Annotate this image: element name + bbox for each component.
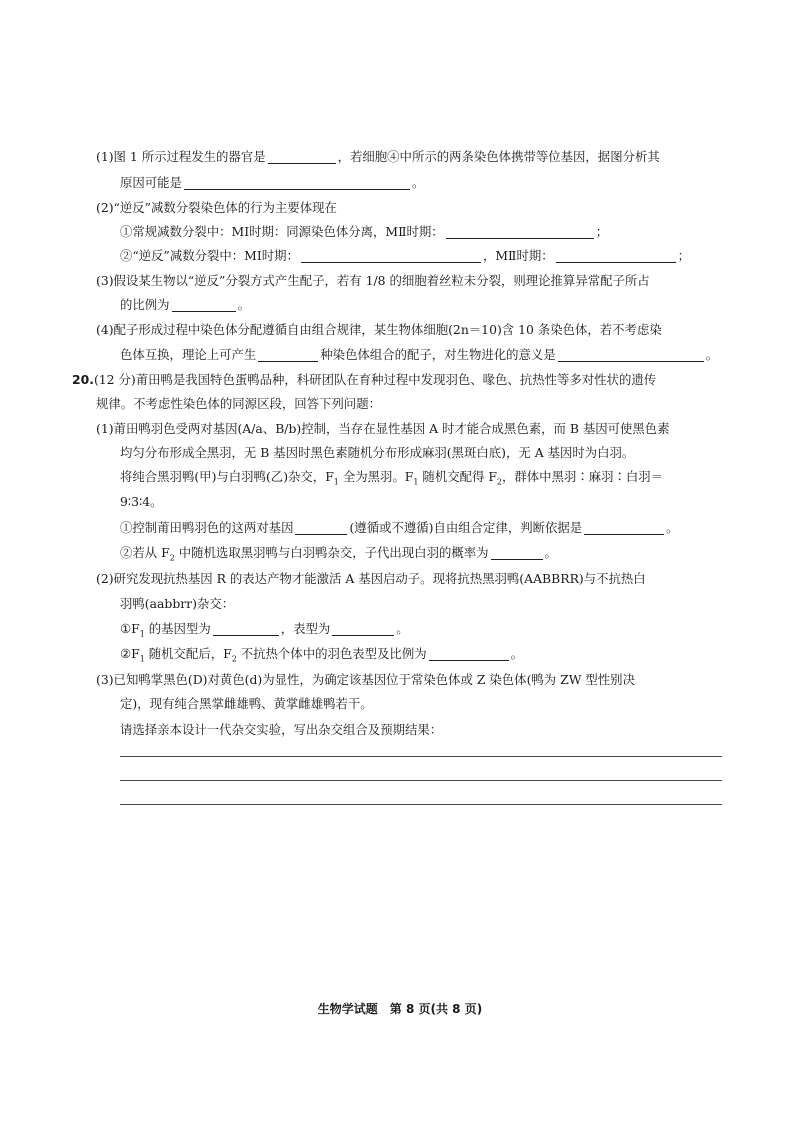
answer-line[interactable] [120, 804, 722, 805]
text: ①F [120, 621, 140, 636]
text: ①控制莆田鸭羽色的这两对基因 [120, 520, 294, 535]
text: 中随机选取黑羽鸭与白羽鸭杂交，子代出现白羽的概率为 [174, 545, 489, 560]
answer-line[interactable] [120, 756, 722, 757]
q19-part2-line2 [120, 222, 608, 242]
q20-part1-q2 [120, 543, 557, 563]
q19-part1-line2 [120, 173, 424, 193]
answer-blank[interactable] [491, 545, 543, 560]
text: (12 分)莆田鸭是我国特色蛋鸭品种，科研团队在育种过程中发现羽色、喙色、抗热性等多对性状的遗传 [93, 372, 657, 387]
text: ； [595, 224, 609, 239]
text: ，表型为 [280, 621, 331, 636]
q20-part2-line2 [120, 594, 234, 614]
text: 的比例为 [120, 297, 170, 312]
q20-part2-q1 [120, 619, 409, 639]
answer-blank[interactable] [332, 621, 394, 636]
text: 种染色体组合的配子，对生物进化的意义是 [320, 347, 556, 362]
text: 。 [411, 175, 425, 190]
q19-part4-line1 [96, 320, 662, 340]
text: 。 [666, 520, 679, 535]
text: ； [677, 248, 691, 263]
text: ，若细胞④中所示的两条染色体携带等位基因，据图分析其 [337, 149, 660, 164]
q19-part2-line1 [96, 198, 337, 218]
q20-part1-line2 [120, 443, 634, 463]
text: ②“逆反”减数分裂中：MⅠ时期： [120, 248, 299, 263]
q20-part2-line1 [96, 569, 646, 589]
text: (2)“逆反”减数分裂染色体的行为主要体现在 [96, 200, 337, 215]
answer-blank[interactable] [584, 520, 664, 535]
text: 将纯合黑羽鸭(甲)与白羽鸭(乙)杂交，F [120, 469, 334, 484]
text: ，MⅡ时期： [482, 248, 554, 263]
q19-part2-line3 [120, 246, 690, 266]
page-footer: 生物学试题 第 8 页(共 8 页) [317, 1002, 483, 1016]
text: 9∶3∶4。 [120, 494, 163, 509]
answer-line[interactable] [120, 780, 722, 781]
text: 规律。不考虑性染色体的同源区段，回答下列问题： [96, 396, 381, 411]
text: 定)，现有纯合黑掌雌雄鸭、黄掌雌雄鸭若干。 [120, 696, 373, 711]
text: (4)配子形成过程中染色体分配遵循自由组合规律，某生物体细胞(2n＝10)含 10 条染色体，若不考虑染 [96, 322, 662, 337]
text: ①常规减数分裂中：MⅠ时期：同源染色体分离，MⅡ时期： [120, 224, 444, 239]
text: 全为黑羽。F [338, 469, 414, 484]
subscript: 1 [139, 654, 145, 664]
answer-blank[interactable] [295, 520, 347, 535]
q20-part2-q2 [120, 644, 523, 664]
text: 。 [237, 297, 250, 312]
q20-part1-q1 [120, 518, 679, 538]
q19-part1-line1 [96, 147, 660, 167]
answer-blank[interactable] [258, 347, 318, 362]
text: ②F [120, 646, 140, 661]
text: (2)研究发现抗热基因 R 的表达产物才能激活 A 基因启动子。现将抗热黑羽鸭(AABBRR)与不抗热白 [96, 571, 646, 586]
answer-blank[interactable] [268, 149, 336, 164]
answer-blank[interactable] [558, 347, 704, 362]
text: 不抗热个体中的羽色表型及比例为 [236, 646, 427, 661]
answer-blank[interactable] [213, 621, 279, 636]
answer-blank[interactable] [556, 248, 676, 263]
subscript: 2 [231, 654, 237, 664]
q20-part3-line3 [120, 720, 442, 740]
text: 原因可能是 [120, 175, 182, 190]
question-number: 20. [72, 372, 94, 387]
q20-heading-line1 [72, 370, 656, 390]
text: (3)假设某生物以“逆反”分裂方式产生配子，若有 1/8 的细胞着丝粒未分裂，则理论推算异常配子所占 [96, 273, 650, 288]
text: ②若从 F [120, 545, 170, 560]
q19-part3-line1 [96, 271, 650, 291]
answer-blank[interactable] [172, 297, 236, 312]
text: 。 [544, 545, 557, 560]
q20-part1-line4 [120, 492, 163, 512]
text: 羽鸭(aabbrr)杂交： [120, 596, 235, 611]
text: 随机交配得 F [418, 469, 497, 484]
answer-blank[interactable] [301, 248, 481, 263]
text: (1)图 1 所示过程发生的器官是 [96, 149, 266, 164]
answer-blank[interactable] [446, 224, 594, 239]
text: 。 [510, 646, 523, 661]
text: (3)已知鸭掌黑色(D)对黄色(d)为显性，为确定该基因位于常染色体或 Z 染色体(鸭为 ZW 型性别决 [96, 672, 635, 687]
text: 色体互换，理论上可产生 [120, 347, 257, 362]
text: 均匀分布形成全黑羽，无 B 基因时黑色素随机分布形成麻羽(黑斑白底)，无 A 基因时为白羽。 [120, 445, 635, 460]
q20-part1-line3 [120, 467, 663, 487]
text: 的基因型为 [144, 621, 211, 636]
text: 请选择亲本设计一代杂交实验，写出杂交组合及预期结果： [120, 722, 443, 737]
answer-blank[interactable] [429, 646, 509, 661]
subscript: 2 [169, 553, 175, 563]
q19-part3-line2 [120, 295, 250, 315]
q20-part1-line1 [96, 419, 670, 439]
subscript: 1 [413, 477, 419, 487]
text: (1)莆田鸭羽色受两对基因(A/a、B/b)控制，当存在显性基因 A 时才能合成黑色素，而 B 基因可使黑色素 [96, 421, 670, 436]
text: 。 [705, 347, 719, 362]
text: 随机交配后，F [144, 646, 232, 661]
text: (遵循或不遵循)自由组合定律，判断依据是 [349, 520, 583, 535]
answer-blank[interactable] [184, 175, 410, 190]
text: ，群体中黑羽∶麻羽∶白羽＝ [502, 469, 664, 484]
q20-part3-line1 [96, 670, 635, 690]
subscript: 1 [333, 477, 339, 487]
q20-part3-line2 [120, 694, 373, 714]
subscript: 1 [139, 629, 145, 639]
q19-part4-line2 [120, 345, 718, 365]
subscript: 2 [496, 477, 503, 487]
q20-heading-line2 [96, 394, 381, 414]
text: 。 [396, 621, 409, 636]
